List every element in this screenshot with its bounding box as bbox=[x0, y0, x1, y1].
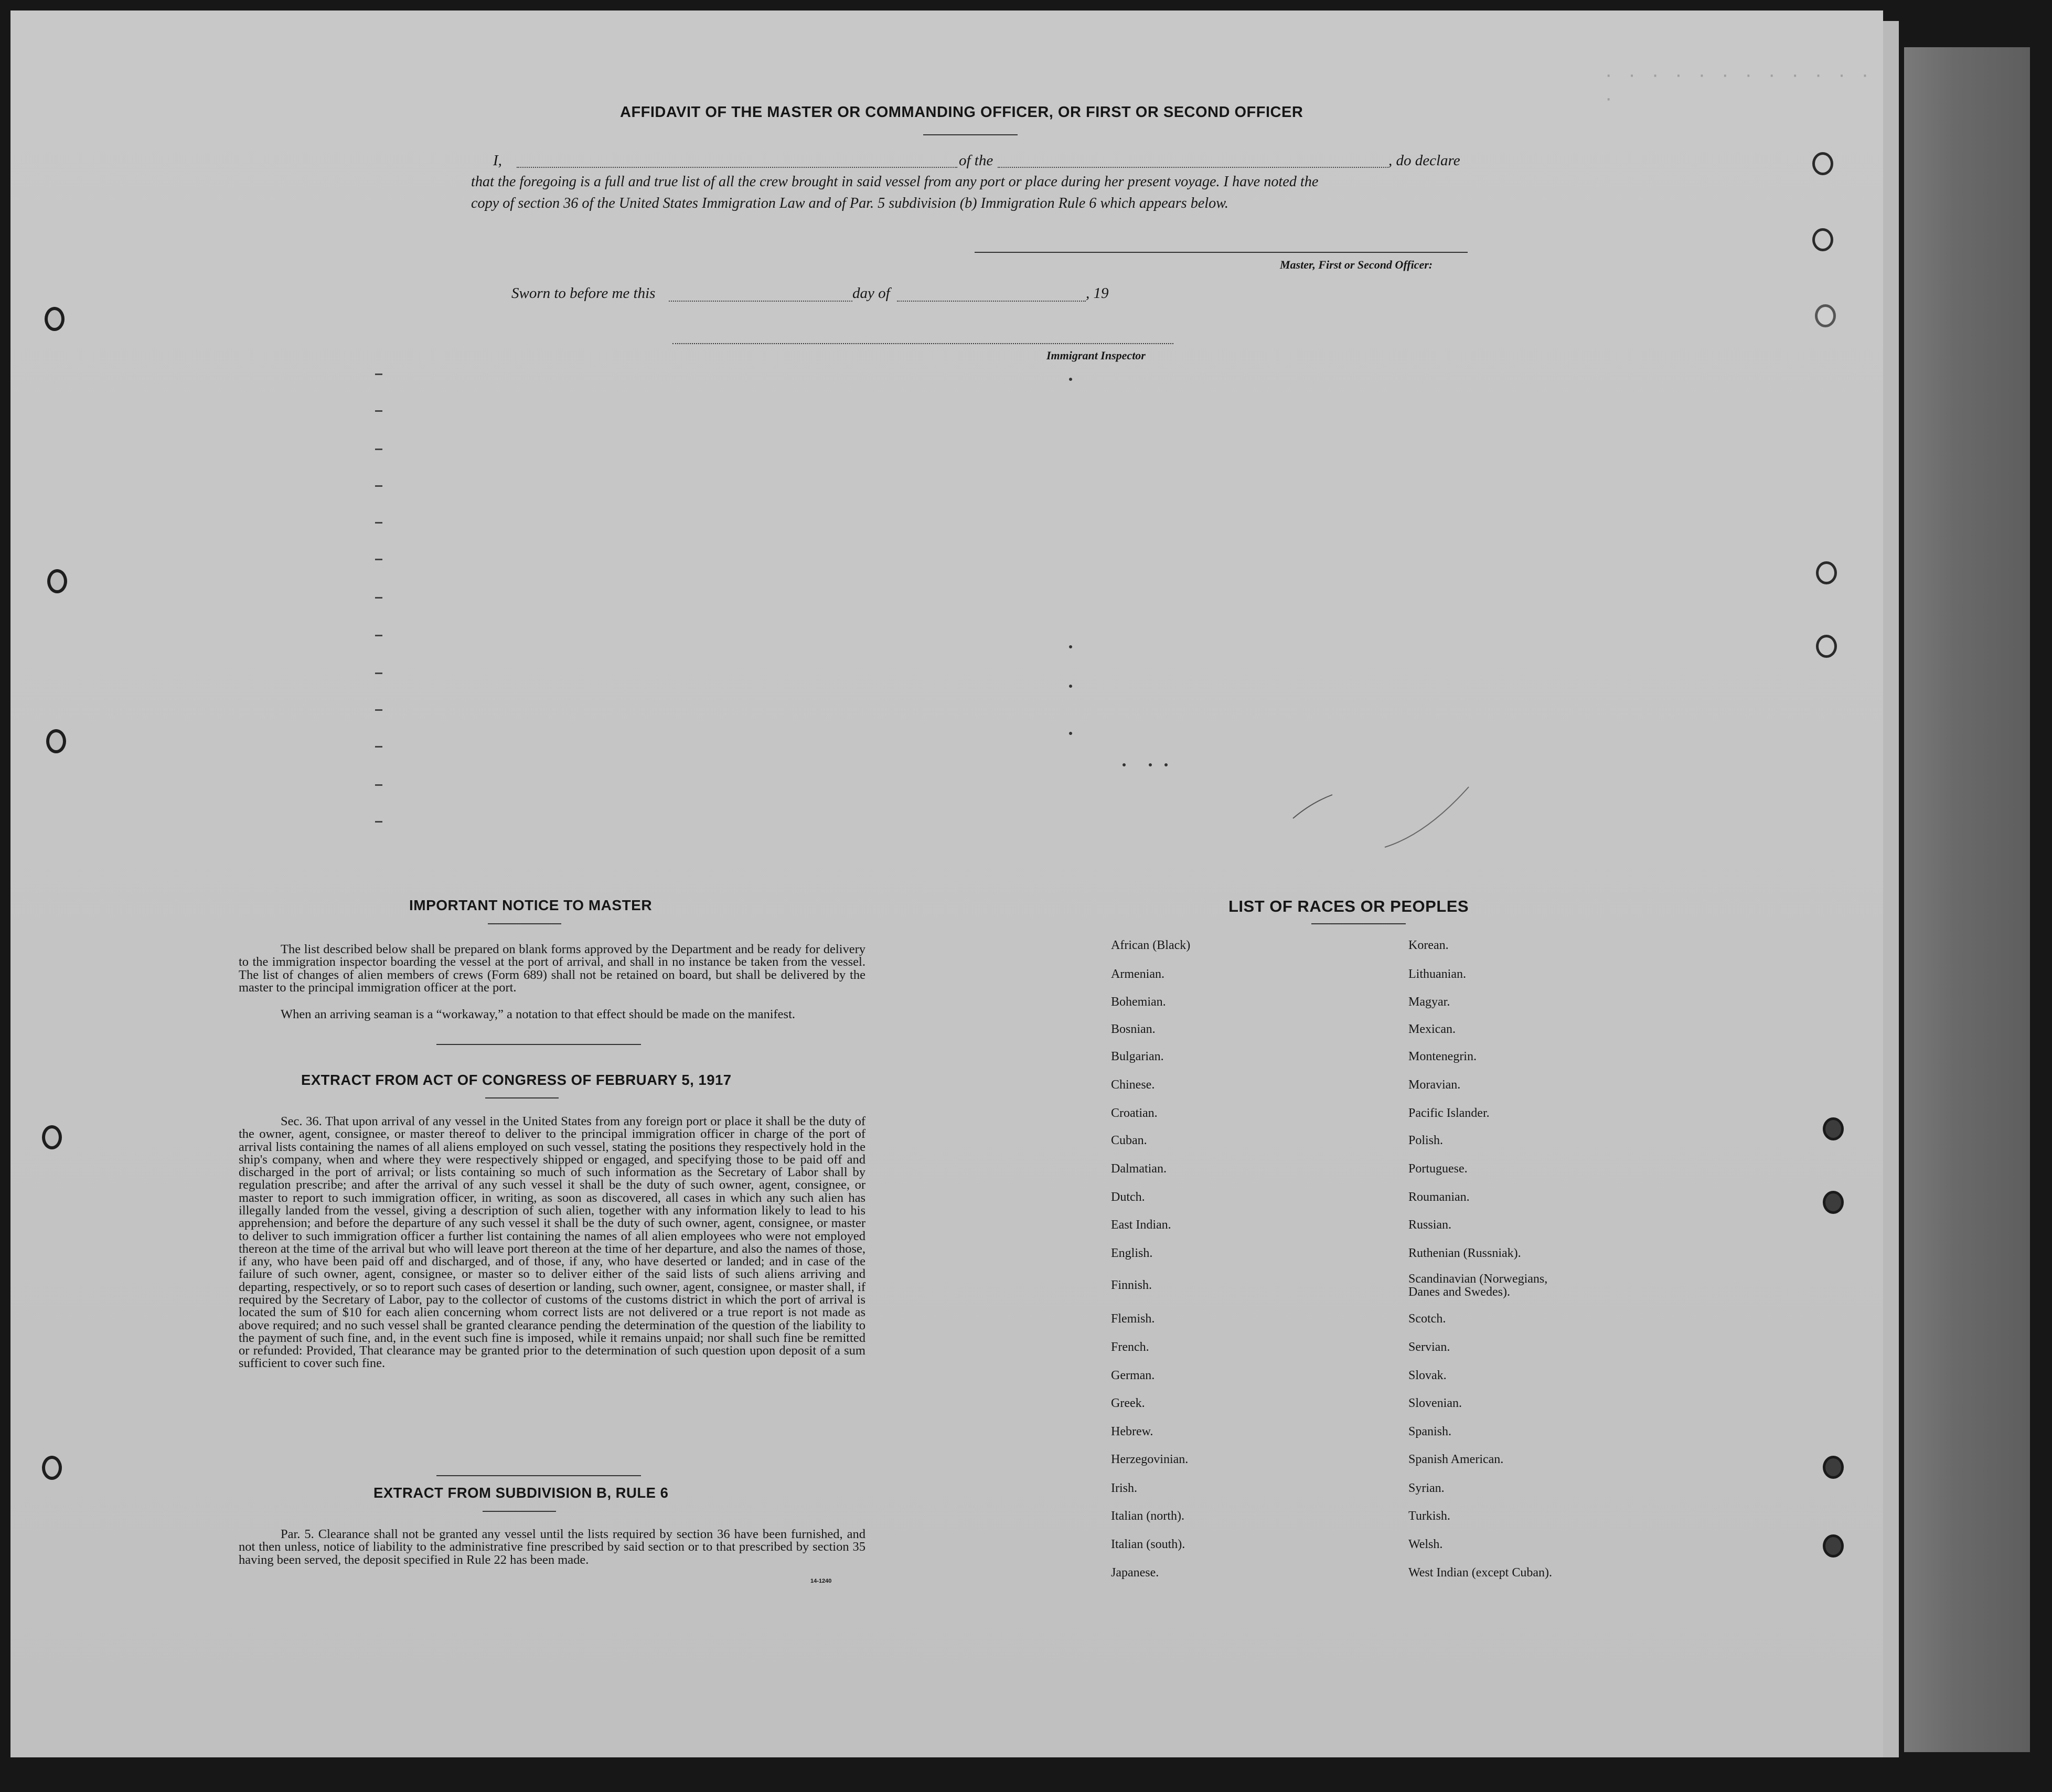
race-item: Italian (north). bbox=[1111, 1509, 1184, 1523]
sworn-text: Sworn to before me this bbox=[511, 285, 656, 302]
race-item: Mexican. bbox=[1408, 1022, 1456, 1036]
race-item: Greek. bbox=[1111, 1396, 1145, 1410]
act-extract-title: EXTRACT FROM ACT OF CONGRESS OF FEBRUARY 5, 1917 bbox=[301, 1072, 732, 1088]
race-item: Japanese. bbox=[1111, 1566, 1159, 1580]
binding-hole bbox=[42, 1456, 62, 1480]
year-text: , 19 bbox=[1086, 285, 1109, 302]
signature-label: Master, First or Second Officer: bbox=[1280, 258, 1433, 271]
punch-hole bbox=[1816, 561, 1837, 584]
race-item: Pacific Islander. bbox=[1408, 1106, 1490, 1120]
name-blank[interactable] bbox=[517, 167, 957, 168]
row-mark bbox=[375, 410, 382, 412]
rule-extract-body: Par. 5. Clearance shall not be granted any vessel until the lists required by section 36 have been furnished, and not then unless, notice of liability to the administrative fine prescribed by said section or to that prescribed by section 35 having been served, the deposit specified in Rule 22 has been made. bbox=[239, 1527, 865, 1567]
affidavit-of-the: of the bbox=[959, 152, 993, 169]
race-item: Chinese. bbox=[1111, 1078, 1155, 1092]
row-mark bbox=[375, 635, 382, 636]
row-mark bbox=[375, 784, 382, 786]
punch-hole bbox=[1823, 1117, 1844, 1140]
act-extract-body: Sec. 36. That upon arrival of any vessel in the United States from any foreign port or place it shall be the duty of the owner, agent, consignee, or master thereof to deliver to the principal immigration officer in charge of the port of arrival lists containing the names of all aliens employed on such vessel, stating the positions they respectively hold in the ship's company, when and where they were respectively shipped or engaged, and specifying those to be paid off and discharged in the port of arrival; or lists containing so much of such information as the Secretary of Labor shall by regulation prescribe; and after the arrival of any such vessel it shall be the duty of such owner, agent, consignee, or master to report to such immigration officer, in writing, as soon as discovered, all cases in which any such alien has illegally landed from the vessel, giving a description of such alien, together with any information likely to lead to his apprehension; and before the departure of any such vessel it shall be the duty of such owner, agent, consignee, or master to deliver to such immigration officer a further list containing the names of all alien employees who were not employed thereon at the time of the arrival but who will leave port thereon at the time of her departure, and also the names of those, if any, who have been paid off and discharged, and of those, if any, who have deserted or landed; and in case of the failure of such owner, agent, consignee, or master so to deliver either of the said lists of such aliens arriving and departing, respectively, or so to report such cases of desertion or landing, such owner, agent, consignee, or master shall, if required by the Secretary of Labor, pay to the collector of customs of the customs district in which the port of arrival is located the sum of $10 for each alien concerning whom correct lists are not delivered or a true report is not made as above required; and no such vessel shall be granted clearance pending the determination of the question of the liability to the payment of such fine, and, in the event such fine is imposed, while it remains unpaid; nor shall such fine be remitted or refunded: Provided, That clearance may be granted prior to the determination of such question upon deposit of a sum sufficient to cover such fine. bbox=[239, 1114, 865, 1371]
row-mark bbox=[375, 709, 382, 711]
race-item: Roumanian. bbox=[1408, 1190, 1470, 1204]
divider bbox=[1311, 923, 1406, 924]
race-item: Magyar. bbox=[1408, 995, 1450, 1009]
sworn-day-blank[interactable] bbox=[669, 301, 852, 302]
race-item: Korean. bbox=[1408, 938, 1449, 952]
dot-mark bbox=[1164, 763, 1168, 766]
row-mark bbox=[375, 522, 382, 524]
race-item: Bulgarian. bbox=[1111, 1050, 1164, 1063]
race-item: Dutch. bbox=[1111, 1190, 1145, 1204]
race-item: English. bbox=[1111, 1246, 1153, 1260]
vessel-blank[interactable] bbox=[998, 167, 1388, 168]
day-of-text: day of bbox=[852, 285, 890, 302]
race-item: Hebrew. bbox=[1111, 1425, 1153, 1438]
pencil-mark bbox=[1290, 771, 1479, 855]
race-item: Welsh. bbox=[1408, 1538, 1443, 1551]
race-item: Servian. bbox=[1408, 1340, 1450, 1354]
affidavit-title: AFFIDAVIT OF THE MASTER OR COMMANDING OFFICER, OR FIRST OR SECOND OFFICER bbox=[620, 104, 1303, 121]
punch-hole bbox=[1815, 304, 1836, 327]
race-item: Croatian. bbox=[1111, 1106, 1158, 1120]
notice-body: The list described below shall be prepared on blank forms approved by the Department and be ready for delivery to the immigration inspector boarding the vessel at the port of arrival, and shall in no instance be taken from the vessel. The list of changes of alien members of crews (Form 689) shall not be retained on board, but shall be delivered by the master to the principal immigration officer at the port. bbox=[239, 942, 865, 995]
affidavit-declare: , do declare bbox=[1388, 152, 1460, 169]
rule-extract-title: EXTRACT FROM SUBDIVISION B, RULE 6 bbox=[373, 1485, 669, 1501]
row-mark bbox=[375, 821, 382, 823]
notice-title: IMPORTANT NOTICE TO MASTER bbox=[409, 897, 653, 913]
underlying-sheet bbox=[1904, 47, 2030, 1752]
race-item: Montenegrin. bbox=[1408, 1050, 1477, 1063]
row-mark bbox=[375, 559, 382, 560]
race-item: Lithuanian. bbox=[1408, 967, 1466, 981]
binding-hole bbox=[47, 569, 67, 593]
race-item: Italian (south). bbox=[1111, 1538, 1185, 1551]
race-item: East Indian. bbox=[1111, 1218, 1171, 1232]
row-mark bbox=[375, 374, 382, 375]
divider bbox=[483, 1511, 556, 1512]
race-item: Slovenian. bbox=[1408, 1396, 1462, 1410]
race-item: Armenian. bbox=[1111, 967, 1164, 981]
punch-hole bbox=[1812, 152, 1833, 175]
divider bbox=[923, 134, 1018, 135]
punch-hole bbox=[1823, 1456, 1844, 1479]
binding-hole bbox=[46, 729, 66, 753]
notice-body-2: When an arriving seaman is a “workaway,” a notation to that effect should be made on the manifest. bbox=[281, 1007, 796, 1021]
race-item: French. bbox=[1111, 1340, 1149, 1354]
signature-line[interactable] bbox=[975, 252, 1468, 253]
race-item: Cuban. bbox=[1111, 1134, 1147, 1147]
row-mark bbox=[375, 449, 382, 450]
race-item: Flemish. bbox=[1111, 1312, 1155, 1326]
divider bbox=[436, 1044, 641, 1045]
punch-hole bbox=[1812, 228, 1833, 251]
race-item: Scotch. bbox=[1408, 1312, 1446, 1326]
race-item: African (Black) bbox=[1111, 938, 1191, 952]
row-mark bbox=[375, 485, 382, 487]
race-item: Turkish. bbox=[1408, 1509, 1450, 1523]
race-item: Polish. bbox=[1408, 1134, 1444, 1147]
row-mark bbox=[375, 746, 382, 748]
manifest-page bbox=[10, 10, 1883, 1757]
dot-mark bbox=[1069, 732, 1072, 735]
race-item: German. bbox=[1111, 1369, 1155, 1382]
race-item: Russian. bbox=[1408, 1218, 1452, 1232]
affidavit-line3: copy of section 36 of the United States Immigration Law and of Par. 5 subdivision (b) Immigration Rule 6 which appears below. bbox=[471, 195, 1228, 211]
race-item: Dalmatian. bbox=[1111, 1162, 1167, 1176]
row-mark bbox=[375, 673, 382, 674]
race-item: Slovak. bbox=[1408, 1369, 1447, 1382]
race-item: Spanish. bbox=[1408, 1425, 1452, 1438]
race-item: Portuguese. bbox=[1408, 1162, 1468, 1176]
race-item: Ruthenian (Russniak). bbox=[1408, 1246, 1521, 1260]
affidavit-line2: that the foregoing is a full and true list of all the crew brought in said vessel from any port or place during her present voyage. I have noted the bbox=[471, 174, 1319, 190]
inspector-signature-line[interactable] bbox=[672, 343, 1173, 344]
race-item: Irish. bbox=[1111, 1481, 1137, 1495]
dot-mark bbox=[1149, 763, 1152, 766]
bleed-through-text: · · · · · · · · · · · · · bbox=[1605, 63, 1874, 110]
dot-mark bbox=[1069, 378, 1072, 381]
race-item: Syrian. bbox=[1408, 1481, 1445, 1495]
races-title: LIST OF RACES OR PEOPLES bbox=[1228, 897, 1469, 915]
row-mark bbox=[375, 597, 382, 599]
month-blank[interactable] bbox=[897, 301, 1086, 302]
form-number: 14-1240 bbox=[810, 1578, 832, 1584]
punch-hole bbox=[1823, 1191, 1844, 1214]
binding-hole bbox=[45, 307, 65, 331]
race-item: Spanish American. bbox=[1408, 1453, 1504, 1466]
dot-mark bbox=[1069, 685, 1072, 688]
punch-hole bbox=[1816, 635, 1837, 658]
race-item: Finnish. bbox=[1111, 1278, 1152, 1292]
race-item: Scandinavian (Norwegians, Danes and Swedes). bbox=[1408, 1272, 1548, 1299]
race-item: West Indian (except Cuban). bbox=[1408, 1566, 1552, 1580]
affidavit-i: I, bbox=[493, 152, 502, 169]
divider bbox=[485, 1097, 559, 1098]
binding-hole bbox=[42, 1125, 62, 1149]
divider bbox=[436, 1475, 641, 1476]
punch-hole bbox=[1823, 1534, 1844, 1558]
race-item: Bohemian. bbox=[1111, 995, 1166, 1009]
inspector-label: Immigrant Inspector bbox=[1046, 349, 1146, 362]
divider bbox=[488, 923, 561, 924]
dot-mark bbox=[1069, 645, 1072, 648]
race-item: Bosnian. bbox=[1111, 1022, 1156, 1036]
race-item: Herzegovinian. bbox=[1111, 1453, 1189, 1466]
race-item: Moravian. bbox=[1408, 1078, 1461, 1092]
dot-mark bbox=[1123, 763, 1126, 766]
